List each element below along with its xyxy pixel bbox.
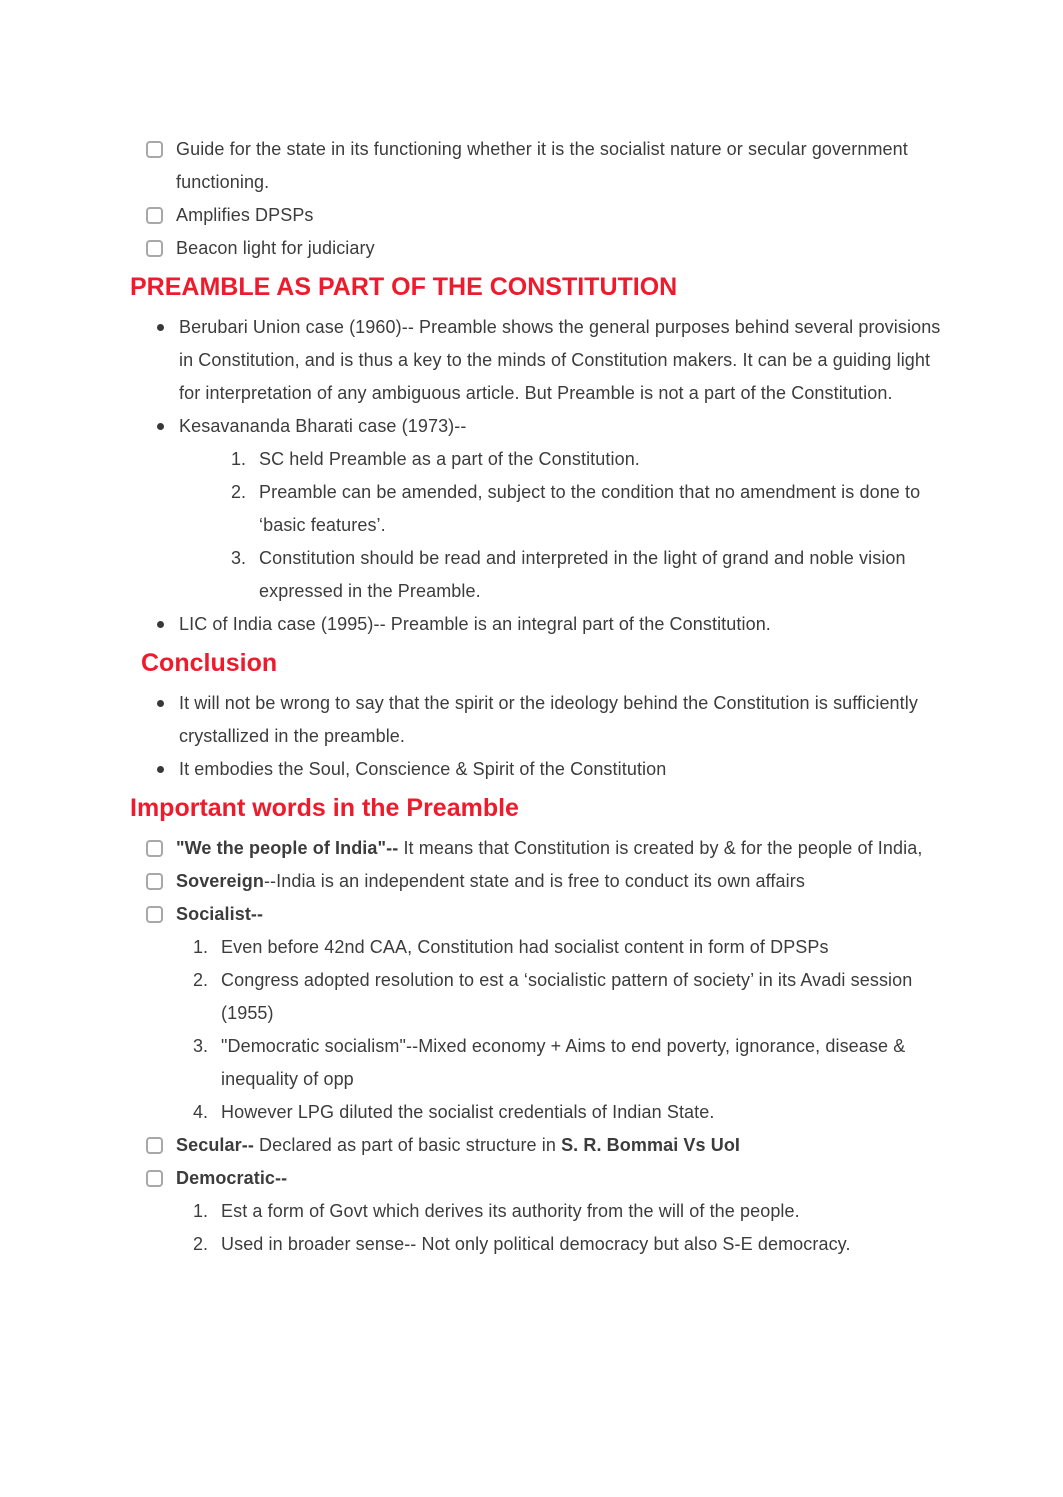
item-text: Est a form of Govt which derives its authority from the will of the people. — [221, 1201, 800, 1221]
numbered-item — [0, 1195, 945, 1228]
checkbox[interactable] — [146, 240, 163, 257]
item-text: Used in broader sense-- Not only political democracy but also S-E democracy. — [221, 1234, 851, 1254]
item-text: It will not be wrong to say that the spirit or the ideology behind the Constitution is sufficiently crystallized in the preamble. — [179, 693, 918, 746]
item-number: 1. — [231, 449, 247, 469]
item-text: SC held Preamble as a part of the Constitution. — [259, 449, 640, 469]
numbered-item — [0, 542, 945, 608]
item-number: 2. — [193, 1234, 209, 1254]
checkbox[interactable] — [146, 141, 163, 158]
item-text: Beacon light for judiciary — [176, 238, 375, 258]
item-text: "We the people of India"-- It means that Constitution is created by & for the people of India, — [176, 838, 923, 858]
item-text: However LPG diluted the socialist credentials of Indian State. — [221, 1102, 715, 1122]
checkbox-item — [0, 898, 945, 931]
checkbox[interactable] — [146, 906, 163, 923]
checkbox-item — [0, 133, 945, 199]
item-number: 4. — [193, 1102, 209, 1122]
numbered-item — [0, 1228, 945, 1261]
item-text: LIC of India case (1995)-- Preamble is an integral part of the Constitution. — [179, 614, 771, 634]
numbered-item — [0, 443, 945, 476]
item-number: 3. — [231, 548, 247, 568]
item-text: Sovereign--India is an independent state and is free to conduct its own affairs — [176, 871, 805, 891]
item-text: Even before 42nd CAA, Constitution had socialist content in form of DPSPs — [221, 937, 829, 957]
checkbox-item — [0, 1129, 945, 1162]
checkbox[interactable] — [146, 207, 163, 224]
item-text: Berubari Union case (1960)-- Preamble shows the general purposes behind several provisions in Constitution, and is thus a key to the minds of Constitution makers. It can be a guiding light for interpretation of any ambiguous article. But Preamble is not a part of the Constitution. — [179, 317, 941, 403]
checkbox[interactable] — [146, 840, 163, 857]
bullet-icon — [157, 700, 164, 707]
item-text: Congress adopted resolution to est a ‘socialistic pattern of society’ in its Avadi session (1955) — [221, 970, 913, 1023]
bullet-icon — [157, 621, 164, 628]
bullet-icon — [157, 766, 164, 773]
item-text: It embodies the Soul, Conscience & Spirit of the Constitution — [179, 759, 667, 779]
section-heading: Important words in the Preamble — [130, 794, 519, 822]
item-text: Preamble can be amended, subject to the condition that no amendment is done to ‘basic features’. — [259, 482, 921, 535]
item-text: Constitution should be read and interpreted in the light of grand and noble vision expressed in the Preamble. — [259, 548, 906, 601]
item-text: Amplifies DPSPs — [176, 205, 314, 225]
item-text: Democratic-- — [176, 1168, 288, 1188]
item-number: 3. — [193, 1036, 209, 1056]
bullet-icon — [157, 423, 164, 430]
numbered-item — [0, 476, 945, 542]
checkbox-item — [0, 1162, 945, 1195]
item-text: Kesavananda Bharati case (1973)-- — [179, 416, 467, 436]
checkbox-item — [0, 232, 945, 265]
checkbox-item — [0, 865, 945, 898]
checkbox-item — [0, 832, 945, 865]
item-number: 2. — [193, 970, 209, 990]
section-heading: Conclusion — [141, 649, 278, 677]
section-heading: PREAMBLE AS PART OF THE CONSTITUTION — [130, 273, 678, 301]
checkbox-item — [0, 199, 945, 232]
bullet-item — [0, 608, 945, 641]
numbered-item — [0, 964, 945, 1030]
bullet-icon — [157, 324, 164, 331]
item-number: 1. — [193, 1201, 209, 1221]
numbered-item — [0, 1096, 945, 1129]
item-text: Socialist-- — [176, 904, 264, 924]
numbered-item — [0, 1030, 945, 1096]
checkbox[interactable] — [146, 1137, 163, 1154]
bullet-item — [0, 311, 945, 410]
item-text: Guide for the state in its functioning whether it is the socialist nature or secular government functioning. — [176, 139, 908, 192]
bullet-item — [0, 687, 945, 753]
numbered-item — [0, 931, 945, 964]
bullet-item — [0, 753, 945, 786]
item-text: "Democratic socialism"--Mixed economy + Aims to end poverty, ignorance, disease & inequality of opp — [221, 1036, 906, 1089]
checkbox[interactable] — [146, 873, 163, 890]
checkbox[interactable] — [146, 1170, 163, 1187]
item-number: 2. — [231, 482, 247, 502]
bullet-item — [0, 410, 945, 443]
item-text: Secular-- Declared as part of basic structure in S. R. Bommai Vs UoI — [176, 1135, 741, 1155]
item-number: 1. — [193, 937, 209, 957]
